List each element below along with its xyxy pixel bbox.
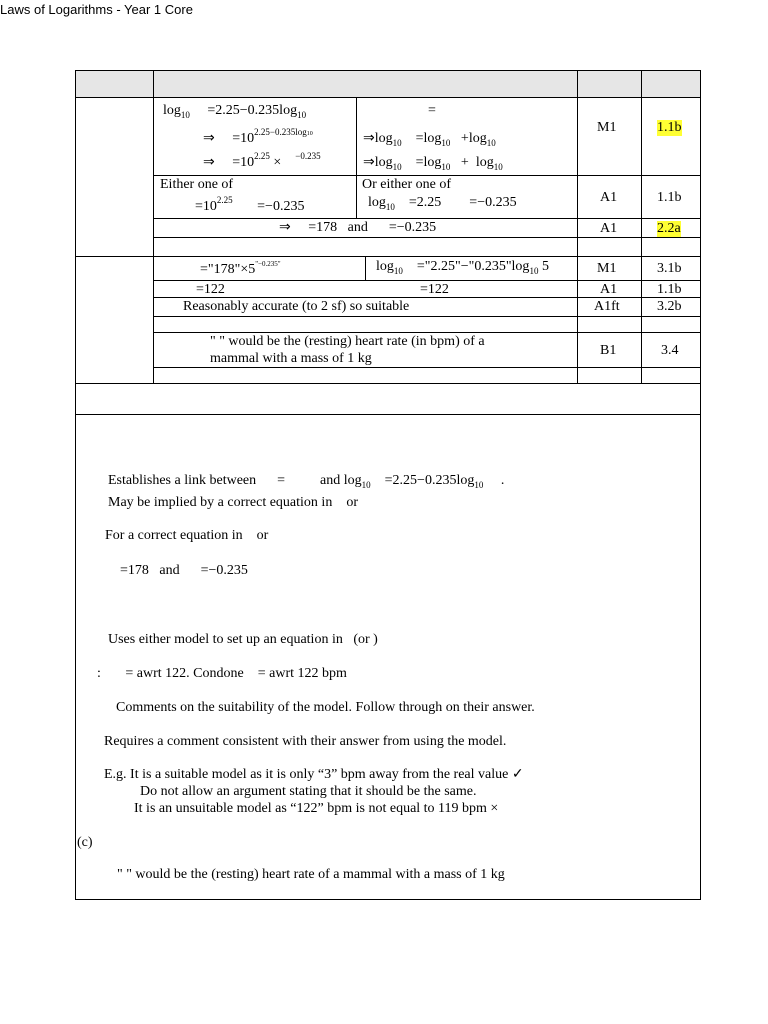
row-divider [153,316,701,317]
ao-code: 3.2b [657,299,682,314]
note-line: Requires a comment consistent with their answer from using the model. [104,734,507,749]
row-divider [153,218,701,219]
row-label: Either one of [160,177,234,192]
superscript: −0.235 [295,151,321,161]
subscript: 10 [180,110,190,120]
ao-code: 1.1b [657,282,682,297]
math-text: = [428,103,436,118]
column-divider [365,256,366,280]
row-divider [75,97,701,98]
note-line: For a correct equation in or [105,528,269,543]
math-text: × [273,155,282,170]
part-label: (c) [77,835,93,850]
note-line: E.g. It is a suitable model as it is only “3” bpm away from the real value ✓ [104,767,524,782]
note-line: " " would be the (resting) heart rate of a mammal with a mass of 1 kg [117,867,505,882]
math-text: log [163,103,181,118]
note-line: Uses either model to set up an equation in (or ) [108,632,378,647]
row-divider [75,70,701,71]
row-divider [153,367,701,368]
note-line: May be implied by a correct equation in or [108,495,358,510]
math-text: =10 [232,155,255,170]
working-line [203,151,321,171]
ao-code: 3.4 [661,343,679,358]
mark-code: A1 [600,282,618,297]
table-border [75,70,76,900]
working-line: $=10^{2.25}$ =−0.235 [195,195,305,214]
column-divider [641,70,642,383]
row-divider [153,237,701,238]
working-line: ⇒ =178 and =−0.235 [279,220,437,235]
working-line [203,127,313,149]
mark-code: M1 [597,120,617,135]
superscript: 2.25 [254,151,270,161]
row-divider [75,899,701,900]
ao-code: 2.2a [657,221,681,236]
working-line: $\log_{10}$ $="2.25"-"0.235"\log_{10}$ 5 [376,259,549,276]
note-line: It is an unsuitable model as “122” bpm is not equal to 119 bpm × [134,801,499,816]
working-line: mammal with a mass of 1 kg [210,351,372,366]
note-line: Establishes a link between = and $\log_{10}$ $=2.25-0.235\log_{10}$ . [108,473,505,490]
note-line: Do not allow an argument stating that it should be the same. [140,784,477,799]
math-text: ⇒ [203,131,215,146]
math-text: =2.25−0.235log [207,103,298,118]
working-line: =122 [420,282,449,297]
working-line [163,103,306,119]
mark-code: B1 [600,343,617,358]
note-line: : = awrt 122. Condone = awrt 122 bpm [97,666,347,681]
table-border [700,414,701,900]
column-divider [153,70,154,383]
row-divider [75,414,701,415]
row-divider [75,256,701,257]
math-text: =10 [232,131,255,146]
working-line: $="178"\times 5^{"-0.235"}$ [200,260,281,277]
working-line: =122 [196,282,225,297]
working-line: $\Rightarrow\log_{10}$ $=\log_{10}$ + $\log_{10}$ [363,155,503,172]
subscript: 10 [297,110,307,120]
math-text: ⇒ [203,155,215,170]
mark-code: A1 [600,221,618,236]
ao-code: 3.1b [657,261,682,276]
working-line: Reasonably accurate (to 2 sf) so suitable [183,299,410,314]
table-border [700,70,701,414]
note-line: =178 and =−0.235 [120,563,248,578]
ao-code: 1.1b [657,190,682,205]
row-label: Or either one of [362,177,452,192]
document-header: Laws of Logarithms - Year 1 Core [0,2,193,17]
working-line: $\log_{10}$ =2.25 =−0.235 [368,195,517,212]
row-divider [153,175,701,176]
column-divider [356,97,357,218]
working-line: " " would be the (resting) heart rate (in bpm) of a [210,334,485,349]
mark-code: A1ft [594,299,620,314]
row-divider [153,332,701,333]
working-line: $\Rightarrow\log_{10}$ $=\log_{10}$ $+\log_{10}$ [363,131,496,148]
column-divider [577,70,578,383]
mark-code: A1 [600,190,618,205]
mark-code: M1 [597,261,617,276]
superscript: 2.25−0.235log10 [254,127,313,137]
working-line [428,103,436,119]
ao-code: 1.1b [657,120,682,135]
note-line: Comments on the suitability of the model. Follow through on their answer. [116,700,535,715]
table-header-row [75,71,701,97]
row-divider [75,383,701,384]
row-divider [153,280,701,281]
